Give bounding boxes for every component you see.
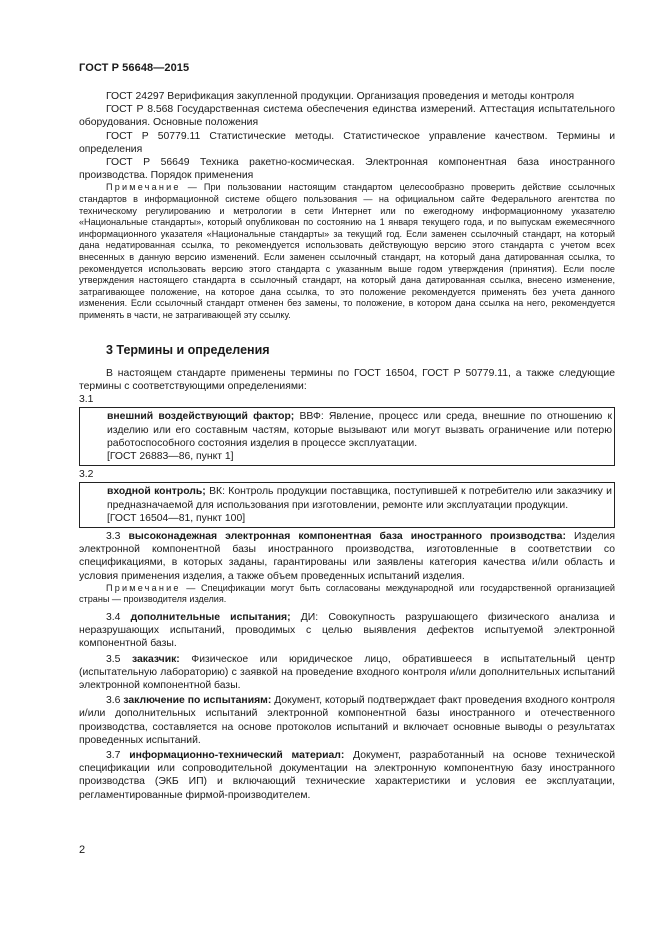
- document-header: ГОСТ Р 56648—2015: [79, 62, 190, 74]
- term-3-7: [79, 749, 615, 802]
- section-intro: В настоящем стандарте применены термины по ГОСТ 16504, ГОСТ Р 50779.11, а также следующие термины с соответствующими определениями:: [79, 367, 615, 392]
- term-text: Документ, который подтверждает факт проведения входного контроля и/или дополнительных испытаний электронной компонентной базы иностранного и отечественного производства, составляется на основе протоколов испытаний и включает основные выводы о результатах проведенных испытаний.: [79, 695, 615, 746]
- term-box-3-2: [79, 482, 615, 528]
- term-number: 3.6: [106, 695, 121, 707]
- document-body: [79, 90, 615, 802]
- term-definition: [107, 410, 612, 450]
- reference-item: ГОСТ Р 56649 Техника ракетно-космическая. Электронная компонентная база иностранного производства. Порядок применения: [79, 157, 615, 182]
- term-name: высоконадежная электронная компонентная база иностранного производства:: [128, 530, 566, 542]
- page-number: 2: [79, 844, 86, 856]
- term-text: Физическое или юридическое лицо, обратившееся в испытательный центр (испытательную лабораторию) с заявкой на проведение входного контроля и/или дополнительных испытаний электронной компонентной базы.: [79, 653, 615, 691]
- term-3-5: [79, 653, 615, 693]
- term-text: ДИ: Совокупность разрушающего физического анализа и неразрушающих испытаний, проводимых с целью выявления дефектов испытуемой электронной компонентной базы.: [79, 611, 616, 650]
- note-paragraph: [79, 182, 615, 321]
- term-definition: [107, 485, 612, 511]
- note-paragraph: [79, 583, 615, 606]
- term-number: 3.7: [106, 750, 121, 762]
- reference-item: ГОСТ Р 50779.11 Статистические методы. Статистическое управление качеством. Термины и определения: [79, 130, 615, 155]
- note-dash: —: [180, 182, 204, 193]
- term-3-3: [79, 530, 615, 583]
- note-dash: —: [180, 582, 202, 593]
- reference-item: ГОСТ Р 8.568 Государственная система обеспечения единства измерений. Аттестация испытательного оборудования. Основные положения: [79, 104, 615, 129]
- term-box-3-1: [79, 407, 615, 466]
- term-3-6: [79, 694, 615, 747]
- term-name: дополнительные испытания;: [130, 611, 291, 623]
- section-title: 3 Термины и определения: [106, 342, 270, 357]
- term-text: Изделия электронной компонентной базы иностранного производства, изготовленные в соответствии со спецификациями, в которых заданы, гарантированы или заявлены категория качества и/или область и условия применения изделия, а также объем проведенных испытаний изделия.: [79, 530, 615, 582]
- term-text: ВК: Контроль продукции поставщика, поступившей к потребителю или заказчику и предназначаемой для использования при изготовлении, ремонте или эксплуатации продукции.: [107, 486, 612, 511]
- term-source: [ГОСТ 26883—86, пункт 1]: [107, 450, 234, 462]
- note-text: Спецификации могут быть согласованы международной или государственной организацией страны — производителя изделия.: [79, 582, 616, 605]
- note-label: Примечание: [106, 182, 181, 193]
- term-source: [ГОСТ 16504—81, пункт 100]: [107, 512, 246, 524]
- term-name: заключение по испытаниям:: [123, 695, 272, 707]
- term-number: 3.4: [106, 611, 121, 623]
- term-name: информационно-технический материал:: [129, 750, 345, 762]
- note-label: Примечание: [106, 582, 181, 593]
- term-name: внешний воздействующий фактор;: [107, 411, 295, 423]
- note-text: При пользовании настоящим стандартом целесообразно проверить действие ссылочных стандартов в информационной системе общего пользования — на официальном сайте Федерального агентства по техническому регулированию и метрологии в сети Интернет или по ежегодному информационному указателю «Национальные стандарты», который опубликован по состоянию на 1 января текущего года, и по выпускам ежемесячного информационного указателя «Национальные стандарты» за текущий год. Если заменен ссылочный стандарт, на который дана недатированная ссылка, то рекомендуется использовать действующую версию этого стандарта с учетом всех внесенных в данную версию изменений. Если заменен ссылочный стандарт, на который дана датированная ссылка, то рекомендуется использовать версию этого стандарта с указанным выше годом утверждения (принятия). Если после утверждения настоящего стандарта в ссылочный стандарт, на который дана датированная ссылка, внесено изменение, затрагивающее положение, на которое дана ссылка, то это положение рекомендуется применять без учета данного изменения. Если ссылочный стандарт отменен без замены, то положение, в котором дана ссылка на него, рекомендуется применять в части, не затрагивающей эту ссылку.: [79, 182, 616, 320]
- term-name: заказчик:: [132, 653, 180, 665]
- term-text: ВВФ: Явление, процесс или среда, внешние по отношению к изделию или его составным частям, которые вызывают или могут вызвать ограничение или потерю работоспособного состояния изделия в процессе эксплуатации.: [107, 411, 612, 449]
- term-number: 3.3: [106, 530, 121, 542]
- term-3-4: [79, 611, 615, 651]
- term-name: входной контроль;: [107, 486, 206, 498]
- term-number: 3.5: [106, 653, 121, 665]
- term-number: 3.1: [79, 394, 94, 406]
- reference-item: ГОСТ 24297 Верификация закупленной продукции. Организация проведения и методы контроля: [106, 91, 575, 102]
- term-text: Документ, разработанный на основе технической спецификации или сопроводительной документации на электронную компонентную базу иностранного производства (ЭКБ ИП) и включающий технические характеристики и условия ее эксплуатации, регламентированные фирмой-производителем.: [79, 750, 615, 801]
- term-number: 3.2: [79, 469, 94, 481]
